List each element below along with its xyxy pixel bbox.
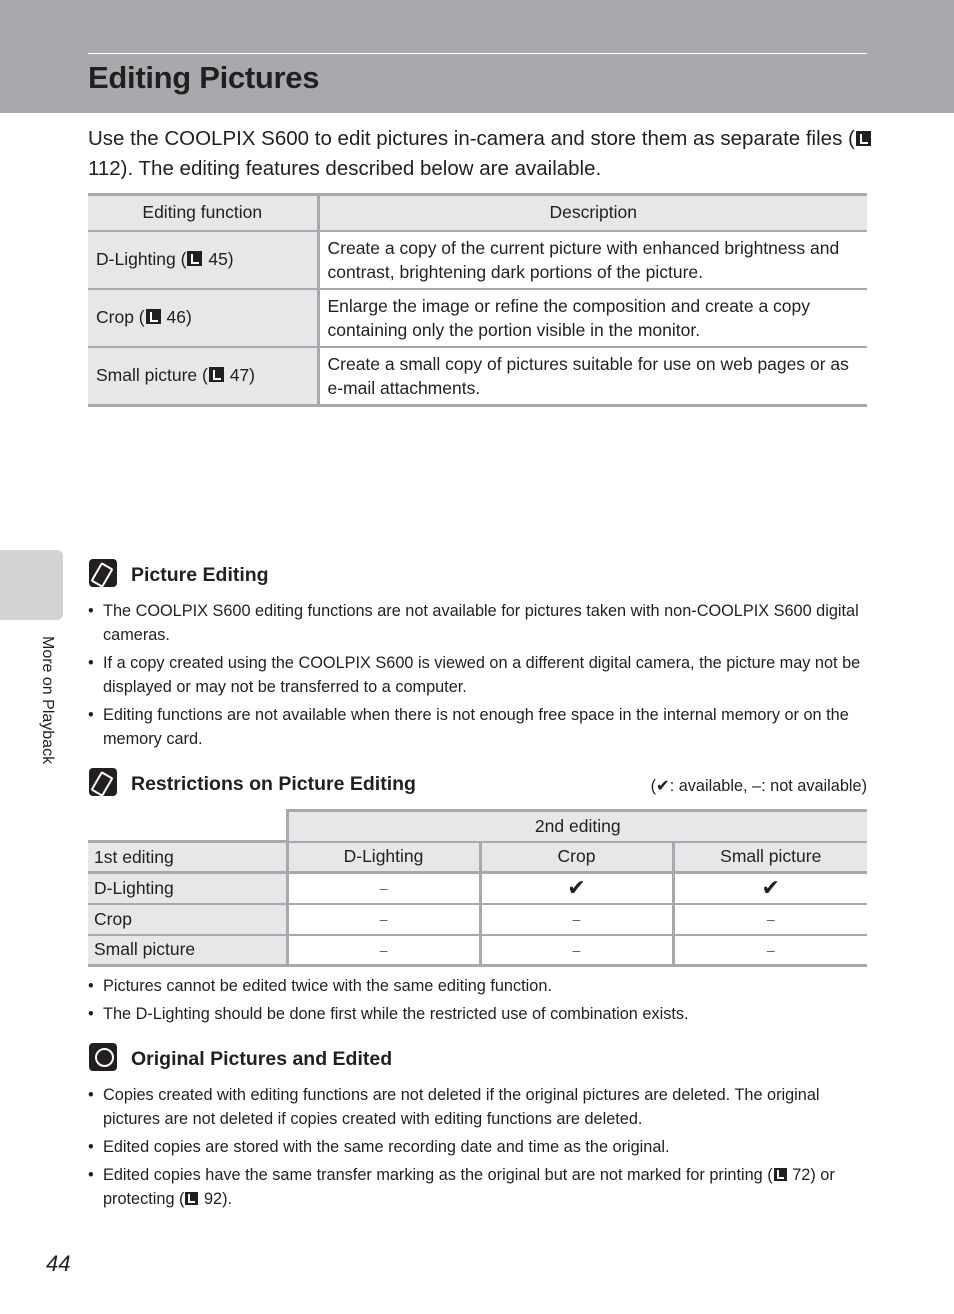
- availability-cell: –: [287, 904, 480, 935]
- page-reference-icon: [209, 367, 224, 382]
- table-header-function: Editing function: [88, 195, 318, 231]
- row-header: D-Lighting: [88, 873, 287, 904]
- page-reference-icon: [187, 251, 202, 266]
- availability-cell: –: [287, 935, 480, 966]
- list-item: • Edited copies are stored with the same recording date and time as the original.: [88, 1135, 867, 1159]
- pencil-note-icon: [89, 768, 117, 796]
- function-page-ref: 46): [161, 307, 192, 327]
- function-description: Enlarge the image or refine the composition and create a copy containing only the portion visible in the monitor.: [318, 289, 867, 347]
- row-header: Small picture: [88, 935, 287, 966]
- function-name-cell: [88, 231, 318, 289]
- function-description: Create a copy of the current picture with enhanced brightness and contrast, brightening dark portions of the picture.: [318, 231, 867, 289]
- note-title-picture-editing: Picture Editing: [131, 564, 269, 586]
- restrictions-table: [88, 809, 867, 967]
- restrictions-bullets: [88, 974, 867, 1030]
- list-item: [88, 1163, 867, 1211]
- intro-text-after: 112). The editing features described below are available.: [88, 157, 602, 180]
- list-item: • The D-Lighting should be done first while the restricted use of combination exists.: [88, 1002, 867, 1026]
- section-side-label: More on Playback: [39, 636, 56, 765]
- availability-cell: –: [480, 935, 673, 966]
- table-row: [88, 935, 867, 966]
- table-row: [88, 904, 867, 935]
- section-side-tab: [0, 550, 63, 620]
- list-item: • Pictures cannot be edited twice with the same editing function.: [88, 974, 867, 998]
- original-pictures-bullets: [88, 1083, 867, 1215]
- table-row: [88, 873, 867, 904]
- page-reference-icon: [185, 1192, 198, 1205]
- list-item: • Editing functions are not available when there is not enough free space in the internal memory or on the memory card.: [88, 703, 867, 751]
- intro-paragraph: [88, 124, 878, 184]
- column-header: D-Lighting: [287, 842, 480, 873]
- function-name-cell: [88, 289, 318, 347]
- function-name: Crop (: [96, 307, 145, 327]
- bullet-text: Edited copies have the same transfer marking as the original but are not marked for printing (: [103, 1166, 773, 1184]
- page-reference-icon: [146, 309, 161, 324]
- table-row: [88, 231, 867, 289]
- availability-cell: –: [673, 935, 867, 966]
- list-item: • Copies created with editing functions are not deleted if the original pictures are deleted. The original pictures are not deleted if copies created with editing functions are deleted.: [88, 1083, 867, 1131]
- bullet-text: 72) or protecting (: [103, 1166, 835, 1208]
- availability-legend: (✔: available, –: not available): [650, 777, 867, 795]
- picture-editing-bullets: [88, 599, 867, 755]
- page-number: 44: [46, 1251, 71, 1276]
- availability-cell: –: [673, 904, 867, 935]
- availability-cell: –: [287, 873, 480, 904]
- header-band: [0, 0, 954, 113]
- function-name: D-Lighting (: [96, 249, 187, 269]
- page-reference-icon: [856, 131, 871, 146]
- second-editing-header: 2nd editing: [287, 811, 867, 842]
- intro-text-before: Use the COOLPIX S600 to edit pictures in-camera and store them as separate files (: [88, 127, 855, 150]
- function-name: Small picture (: [96, 365, 208, 385]
- page-title: Editing Pictures: [88, 60, 320, 95]
- magnifier-tip-icon: [89, 1043, 117, 1071]
- list-item: • If a copy created using the COOLPIX S600 is viewed on a different digital camera, the picture may not be displayed or may not be transferred to a computer.: [88, 651, 867, 699]
- table-row: [88, 347, 867, 406]
- function-description: Create a small copy of pictures suitable for use on web pages or as e-mail attachments.: [318, 347, 867, 406]
- column-header: Crop: [480, 842, 673, 873]
- table-row: [88, 289, 867, 347]
- page-reference-icon: [774, 1168, 787, 1181]
- note-title-restrictions: Restrictions on Picture Editing: [131, 773, 416, 795]
- table-header-description: Description: [318, 195, 867, 231]
- list-item: • The COOLPIX S600 editing functions are not available for pictures taken with non-COOLPIX S600 digital cameras.: [88, 599, 867, 647]
- editing-functions-table: [88, 193, 867, 407]
- pencil-note-icon: [89, 559, 117, 587]
- row-header: Crop: [88, 904, 287, 935]
- function-page-ref: 45): [203, 249, 234, 269]
- column-header: Small picture: [673, 842, 867, 873]
- availability-cell: ✔: [673, 873, 867, 904]
- availability-cell: –: [480, 904, 673, 935]
- table-corner: [88, 811, 287, 842]
- availability-cell: ✔: [480, 873, 673, 904]
- first-editing-header: 1st editing: [88, 842, 287, 873]
- bullet-text: 92).: [199, 1190, 233, 1208]
- note-title-original-pictures: Original Pictures and Edited: [131, 1048, 393, 1070]
- function-page-ref: 47): [224, 365, 255, 385]
- function-name-cell: [88, 347, 318, 406]
- header-rule: [88, 53, 867, 54]
